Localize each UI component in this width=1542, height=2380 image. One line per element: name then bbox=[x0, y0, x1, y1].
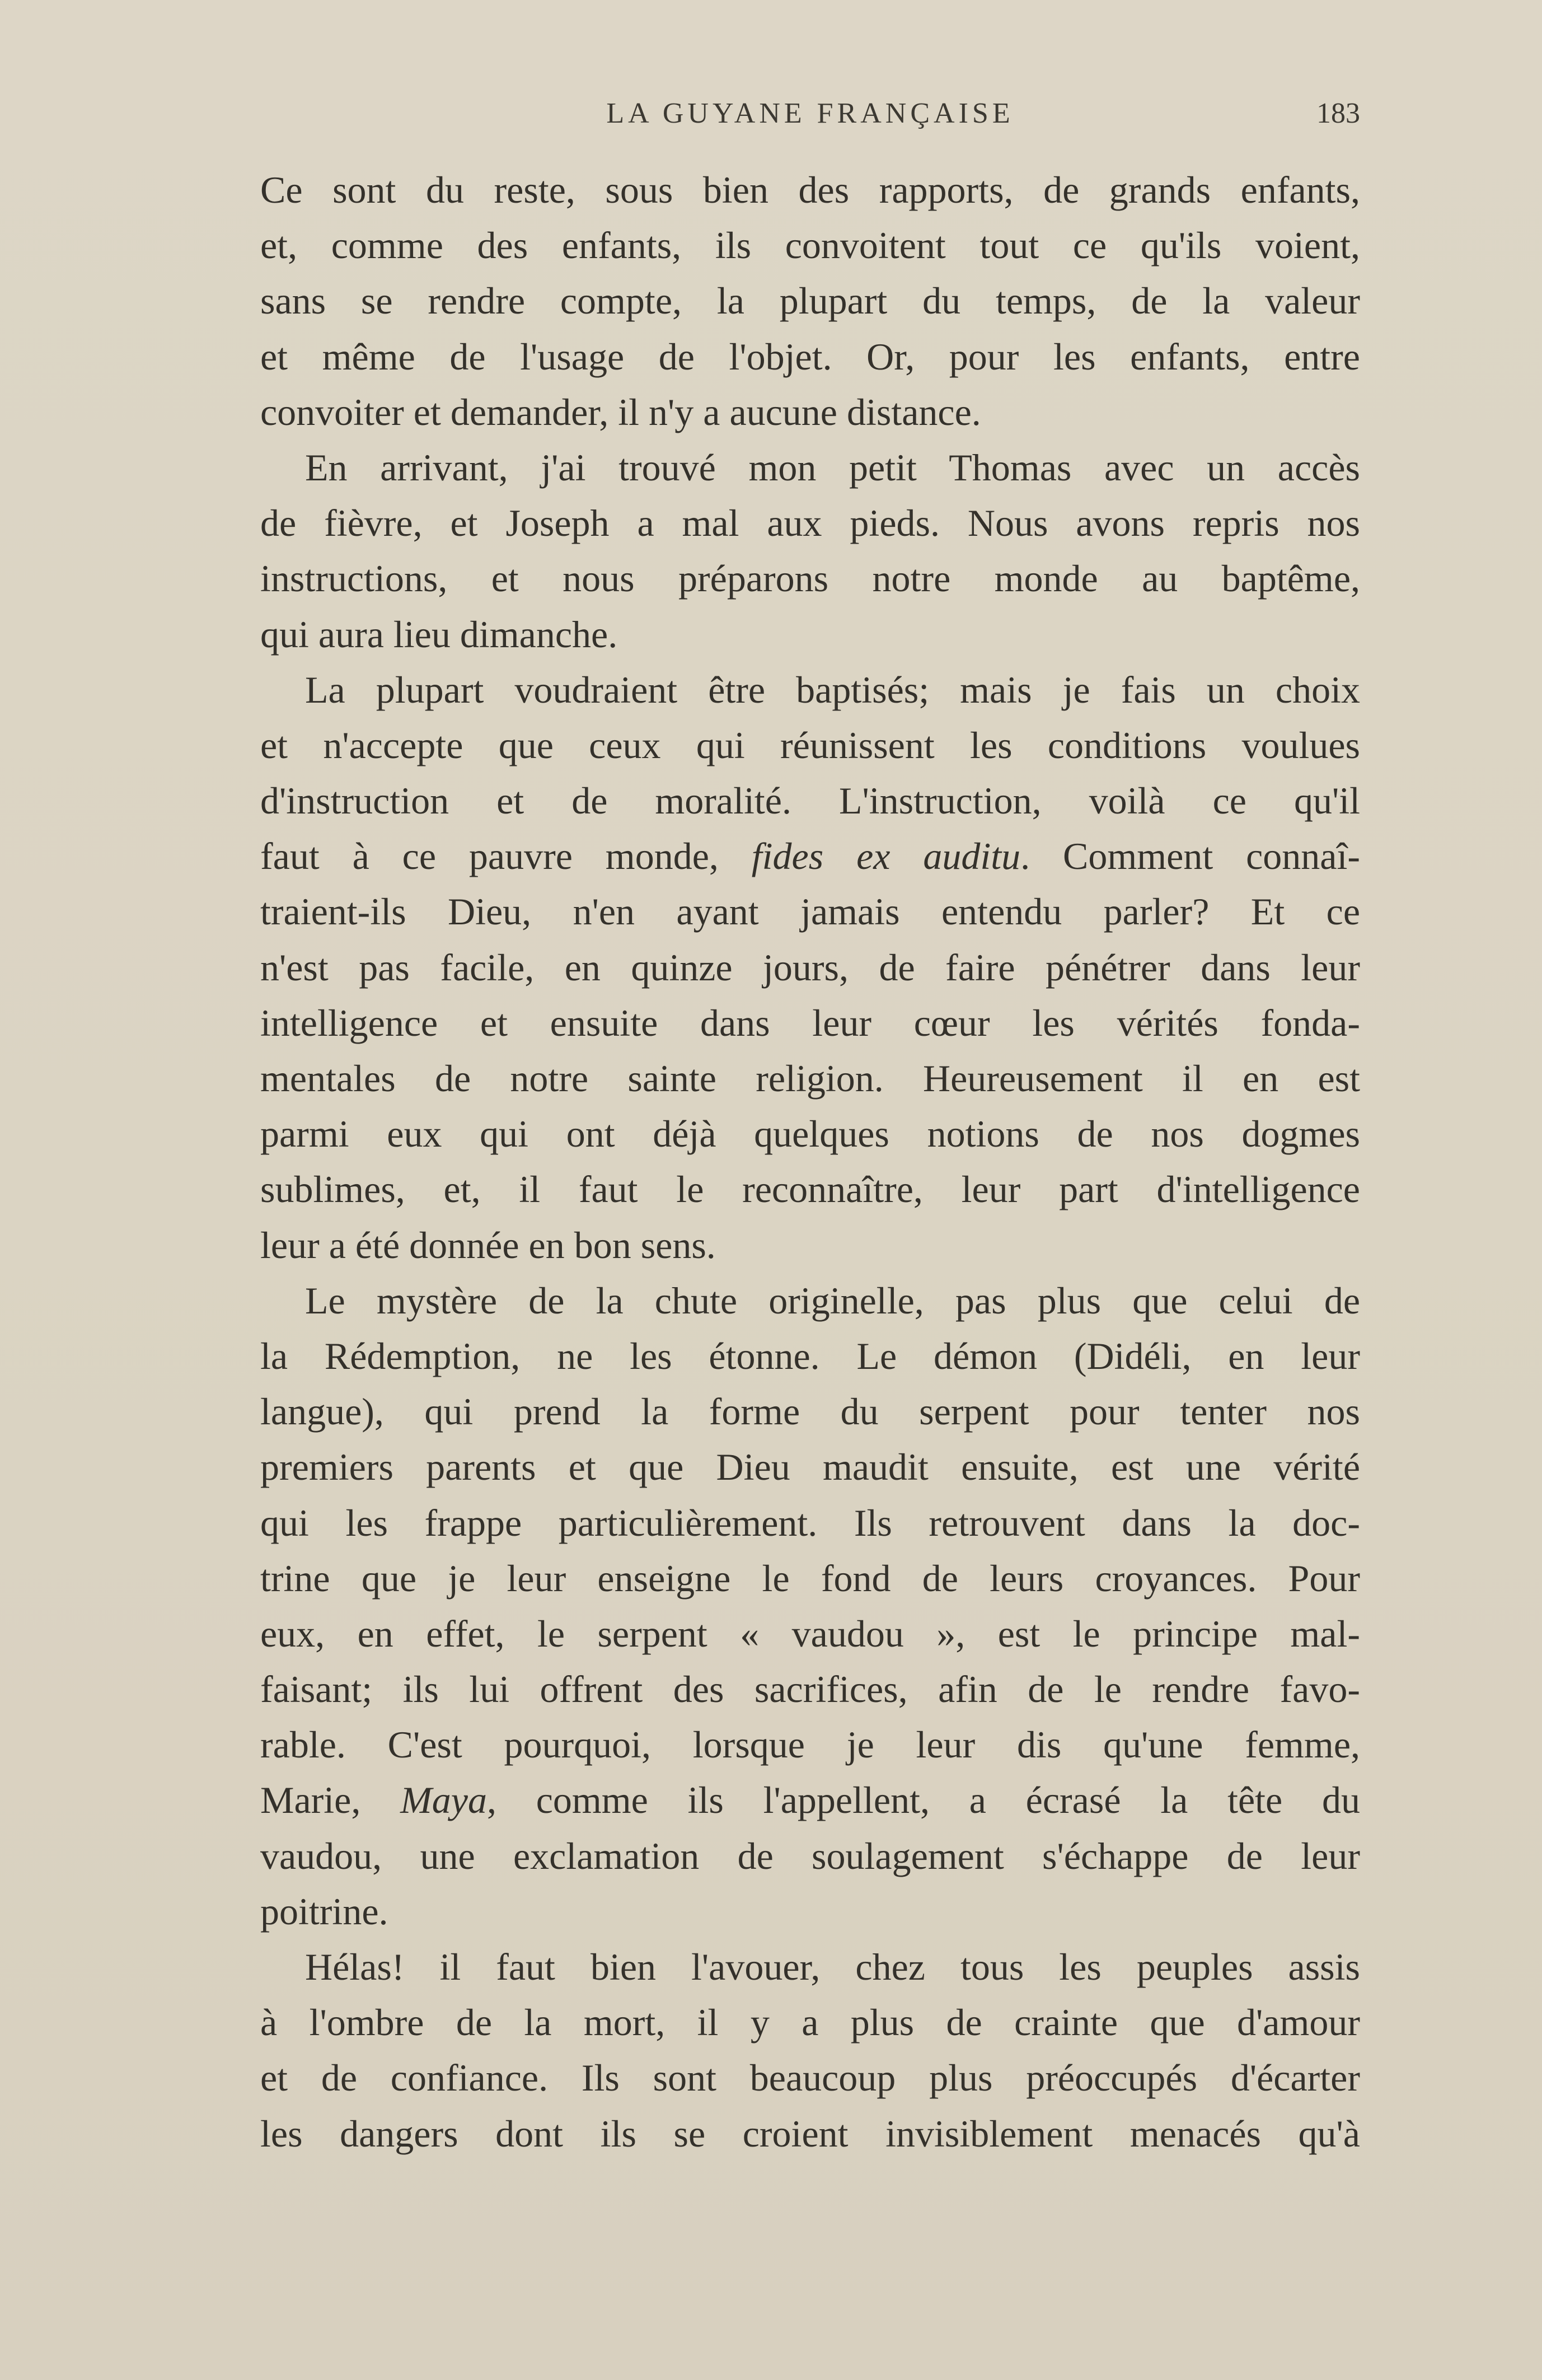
text-line: instructions, et nous préparons notre monde au baptême, bbox=[260, 557, 1360, 600]
latin-phrase: fides ex auditu bbox=[751, 835, 1021, 878]
text-line: sublimes, et, il faut le reconnaître, leur part d'intelligence bbox=[260, 1168, 1360, 1211]
text-line: premiers parents et que Dieu maudit ensuite, est une vérité bbox=[260, 1446, 1360, 1489]
page-number: 183 bbox=[1316, 97, 1360, 129]
text-line: parmi eux qui ont déjà quelques notions de nos dogmes bbox=[260, 1112, 1360, 1156]
text-line: qui les frappe particulièrement. Ils retrouvent dans la doc- bbox=[260, 1501, 1360, 1544]
text-line: et, comme des enfants, ils convoitent tout ce qu'ils voient, bbox=[260, 224, 1360, 267]
text-line: à l'ombre de la mort, il y a plus de crainte que d'amour bbox=[260, 2001, 1360, 2044]
name-maya: Maya bbox=[400, 1779, 487, 1822]
text-segment: Marie, bbox=[260, 1779, 401, 1822]
text-line: vaudou, une exclamation de soulagement s'échappe de leur bbox=[260, 1834, 1360, 1877]
running-title: LA GUYANE FRANÇAISE bbox=[606, 97, 1014, 129]
text-line: Hélas! il faut bien l'avouer, chez tous les peuples assis bbox=[305, 1946, 1360, 1988]
text-line: Le mystère de la chute originelle, pas plus que celui de bbox=[305, 1279, 1360, 1322]
text-line: de fièvre, et Joseph a mal aux pieds. Nous avons repris nos bbox=[260, 502, 1360, 545]
text-line: et même de l'usage de l'objet. Or, pour les enfants, entre bbox=[260, 335, 1360, 378]
text-line: poitrine. bbox=[260, 1890, 388, 1933]
text-line: intelligence et ensuite dans leur cœur les vérités fonda- bbox=[260, 1001, 1360, 1044]
text-line: leur a été donnée en bon sens. bbox=[260, 1223, 716, 1266]
text-line: qui aura lieu dimanche. bbox=[260, 612, 618, 656]
text-line: faisant; ils lui offrent des sacrifices, afin de le rendre favo- bbox=[260, 1668, 1360, 1711]
text-line: mentales de notre sainte religion. Heureusement il en est bbox=[260, 1057, 1360, 1100]
text-line: et de confiance. Ils sont beaucoup plus préoccupés d'écarter bbox=[260, 2056, 1360, 2100]
text-line: et n'accepte que ceux qui réunissent les conditions voulues bbox=[260, 723, 1360, 766]
text-line: la Rédemption, ne les étonne. Le démon (Didéli, en leur bbox=[260, 1334, 1360, 1377]
text-line: En arrivant, j'ai trouvé mon petit Thomas avec un accès bbox=[305, 446, 1360, 489]
body-text bbox=[260, 162, 1360, 2162]
text-line: n'est pas facile, en quinze jours, de faire pénétrer dans leur bbox=[260, 946, 1360, 989]
text-line: sans se rendre compte, la plupart du temps, de la valeur bbox=[260, 279, 1360, 322]
text-segment: faut à ce pauvre monde, bbox=[260, 835, 752, 878]
running-header bbox=[260, 92, 1360, 132]
text-line: convoiter et demander, il n'y a aucune distance. bbox=[260, 390, 981, 433]
text-line bbox=[260, 1773, 1360, 1828]
text-line: langue), qui prend la forme du serpent pour tenter nos bbox=[260, 1390, 1360, 1433]
text-segment: . Comment connaî- bbox=[1020, 835, 1360, 878]
text-line bbox=[260, 829, 1360, 884]
text-segment: , comme ils l'appellent, a écrasé la tête du bbox=[486, 1779, 1360, 1822]
text-line: les dangers dont ils se croient invisiblement menacés qu'à bbox=[260, 2112, 1360, 2155]
text-line: La plupart voudraient être baptisés; mais je fais un choix bbox=[305, 668, 1360, 711]
text-line: trine que je leur enseigne le fond de leurs croyances. Pour bbox=[260, 1556, 1360, 1600]
text-line: eux, en effet, le serpent « vaudou », est le principe mal- bbox=[260, 1612, 1360, 1655]
text-line: rable. C'est pourquoi, lorsque je leur dis qu'une femme, bbox=[260, 1723, 1360, 1766]
text-line: traient-ils Dieu, n'en ayant jamais entendu parler? Et ce bbox=[260, 890, 1360, 933]
text-line: d'instruction et de moralité. L'instruction, voilà ce qu'il bbox=[260, 779, 1360, 822]
text-line: Ce sont du reste, sous bien des rapports, de grands enfants, bbox=[260, 169, 1360, 211]
